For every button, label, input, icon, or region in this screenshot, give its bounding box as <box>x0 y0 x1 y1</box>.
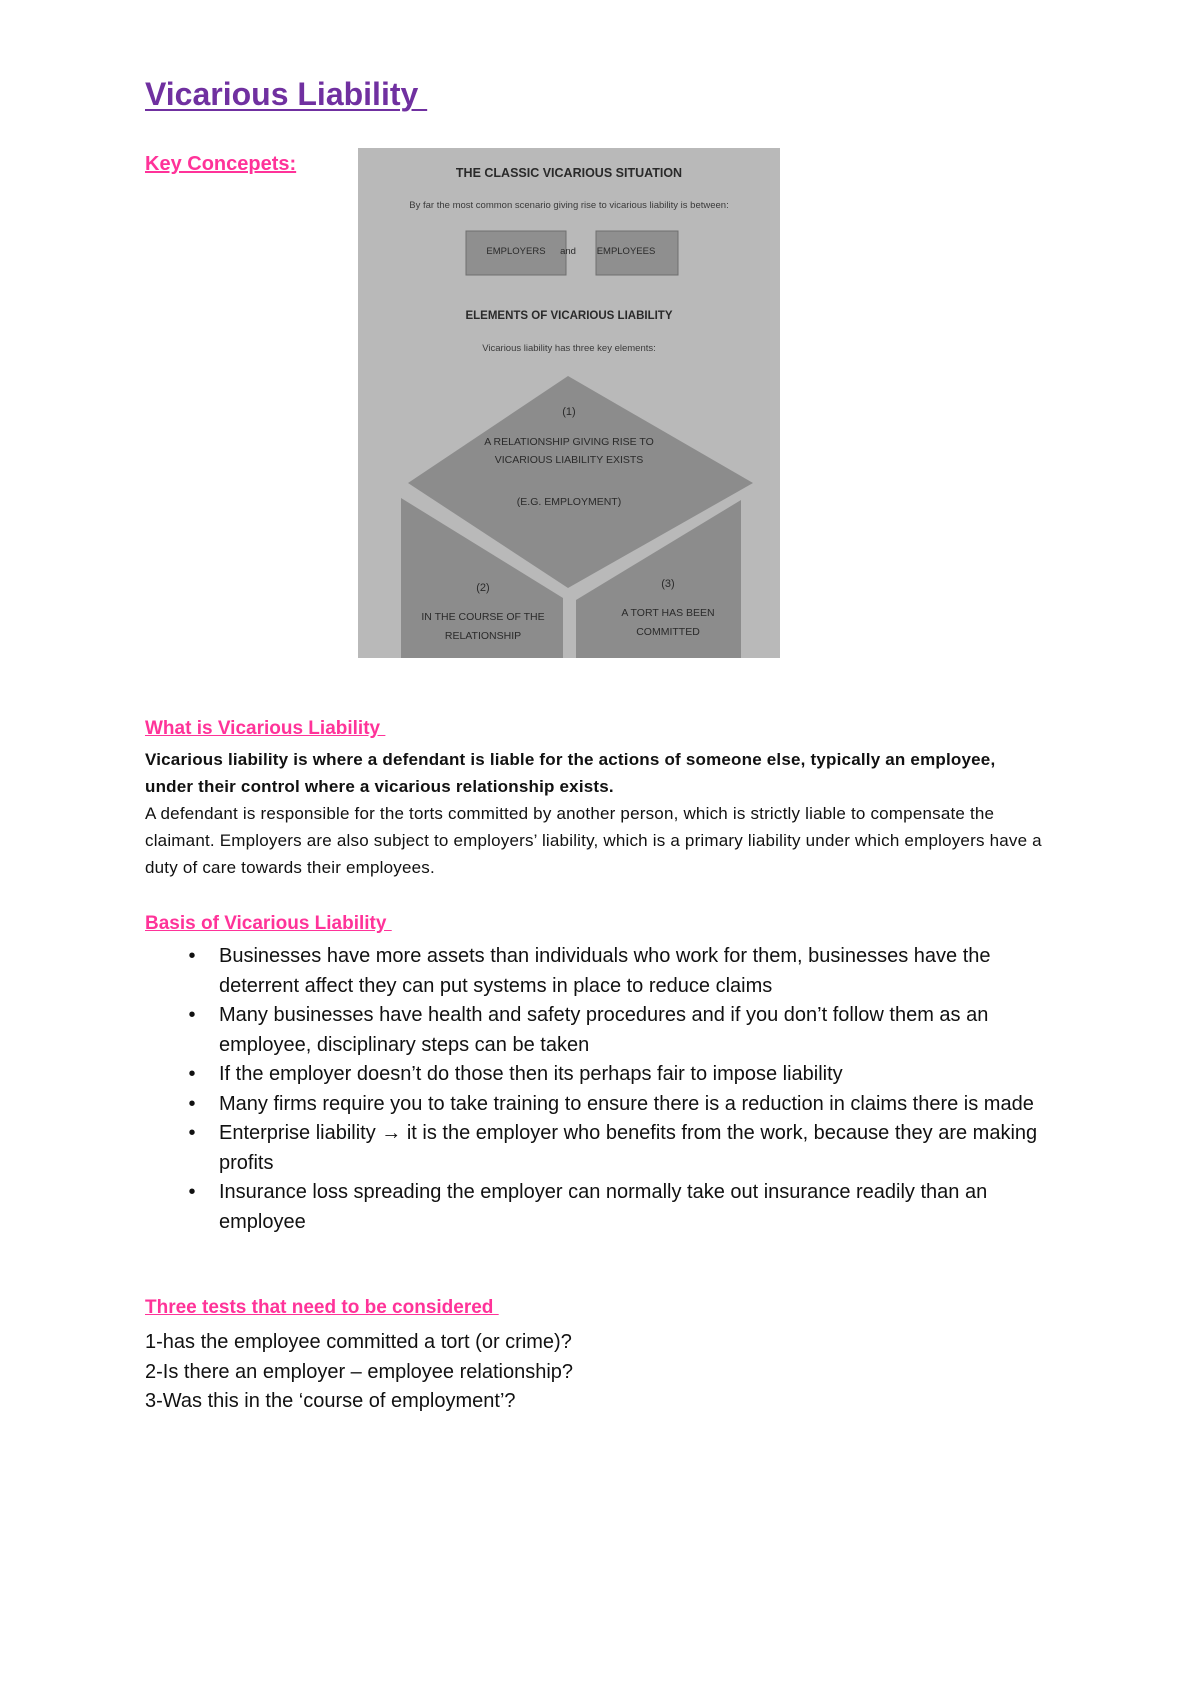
what-is-heading: What is Vicarious Liability <box>145 718 386 739</box>
list-item-text: Many businesses have health and safety procedures and if you don’t follow them as an employee, disciplinary steps can be taken <box>219 1004 989 1056</box>
basis-heading: Basis of Vicarious Liability <box>145 913 392 934</box>
list-item-text: Enterprise liability → it is the employer who benefits from the work, because they are making profits <box>219 1122 1038 1174</box>
list-item <box>145 1119 1075 1178</box>
list-item-text: Businesses have more assets than individuals who work for them, businesses have the deterrent affect they can put systems in place to reduce claims <box>219 945 991 997</box>
test-item: 1-has the employee committed a tort (or crime)? <box>145 1331 572 1353</box>
page-title: Vicarious Liability <box>145 76 428 112</box>
element-3-number: (3) <box>661 578 675 590</box>
diagram-subtitle: By far the most common scenario giving rise to vicarious liability is between: <box>409 200 729 211</box>
element-3-text: A TORT HAS BEEN COMMITTED <box>621 607 715 638</box>
definition-text: A defendant is responsible for the torts committed by another person, which is strictly liable to compensate the claimant. Employers are also subject to employers’ liability, which is a primary liability under which employers have a duty of care towards their employees. <box>145 804 1042 877</box>
element-1-number: (1) <box>562 406 576 418</box>
list-item <box>145 1001 1075 1060</box>
list-item-text: Insurance loss spreading the employer can normally take out insurance readily than an employee <box>219 1181 988 1233</box>
list-item <box>145 1178 1075 1237</box>
diagram-and-label: and <box>560 246 576 257</box>
bullet-icon: • <box>188 1122 196 1144</box>
vicarious-liability-diagram-image <box>358 148 780 658</box>
tests-list <box>145 1328 1045 1417</box>
bullet-icon: • <box>188 1092 196 1115</box>
three-tests-heading: Three tests that need to be considered <box>145 1297 499 1318</box>
bullet-icon: • <box>188 1004 196 1026</box>
test-item: 2-Is there an employer – employee relationship? <box>145 1360 574 1383</box>
diagram-employers-label: EMPLOYERS <box>486 246 546 257</box>
list-item <box>145 942 1075 1001</box>
list-item-text: Many firms require you to take training to ensure there is a reduction in claims there is made <box>219 1092 1034 1115</box>
bullet-icon: • <box>188 1063 196 1085</box>
diagram-employees-label: EMPLOYEES <box>596 246 656 257</box>
diagram-title: THE CLASSIC VICARIOUS SITUATION <box>455 166 683 180</box>
test-item: 3-Was this in the ‘course of employment’? <box>145 1390 516 1412</box>
list-item <box>145 1060 1075 1090</box>
list-item <box>145 1090 1075 1120</box>
element-2-number: (2) <box>476 582 490 594</box>
basis-list <box>145 942 1075 1237</box>
diagram-elements-subtitle: Vicarious liability has three key elements: <box>482 343 656 354</box>
bullet-icon: • <box>188 1181 196 1203</box>
definition-bold-text: Vicarious liability is where a defendant is liable for the actions of someone else, typically an employee, under their control where a vicarious relationship exists. <box>145 750 996 796</box>
list-item-text: If the employer doesn’t do those then its perhaps fair to impose liability <box>219 1063 843 1085</box>
element-2-text: IN THE COURSE OF THE RELATIONSHIP <box>421 611 545 642</box>
diagram-elements-title: ELEMENTS OF VICARIOUS LIABILITY <box>465 310 673 322</box>
bullet-icon: • <box>188 945 196 967</box>
key-concepts-heading: Key Concepets: <box>145 153 297 175</box>
element-1-example: (E.G. EMPLOYMENT) <box>516 496 622 508</box>
element-1-text: A RELATIONSHIP GIVING RISE TO VICARIOUS LIABILITY EXISTS <box>484 436 654 466</box>
